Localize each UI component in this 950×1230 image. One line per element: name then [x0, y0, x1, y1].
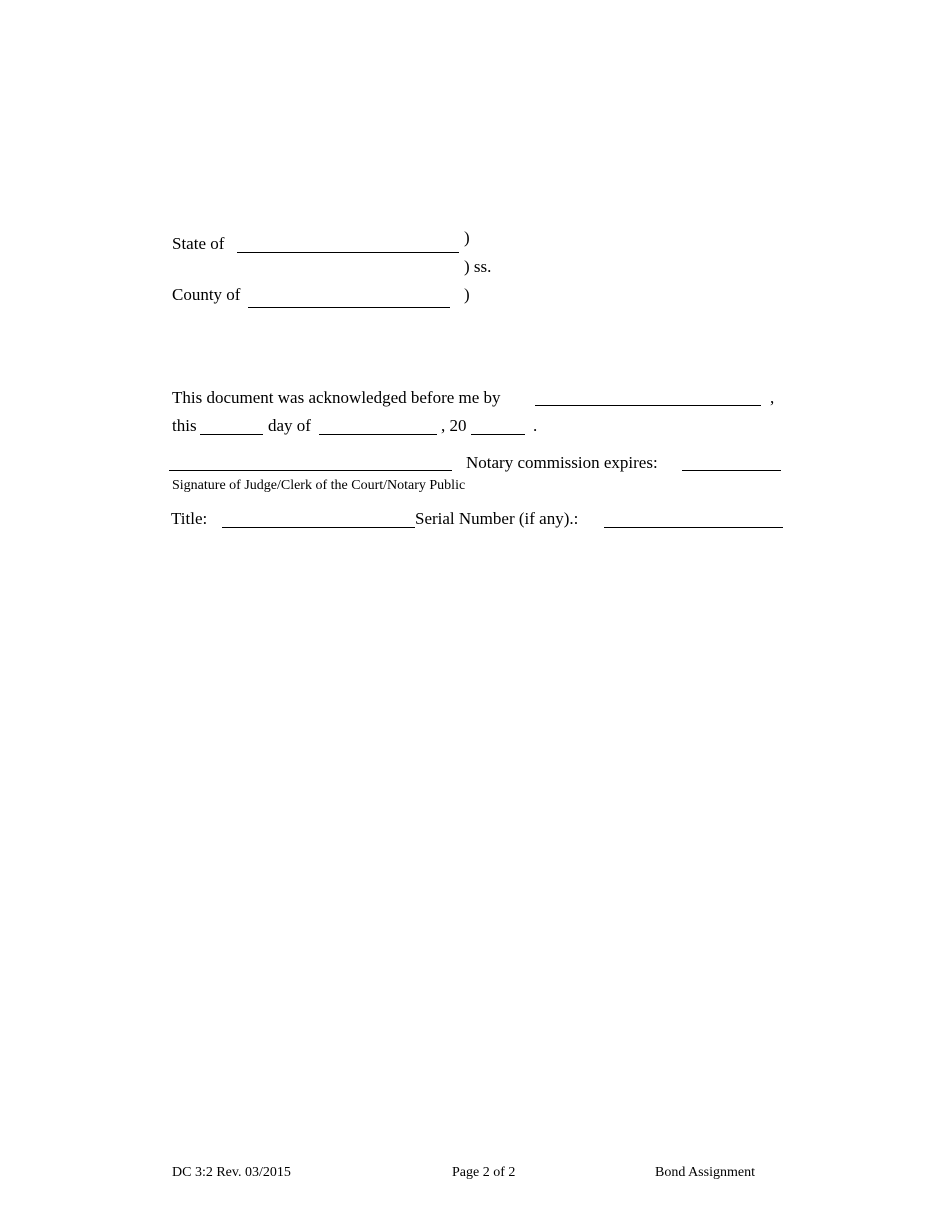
county-label: County of	[172, 285, 241, 304]
acknowledgment-period: .	[533, 416, 538, 435]
signature-field[interactable]	[169, 470, 452, 471]
acknowledged-by-field[interactable]	[535, 405, 761, 406]
year-prefix: , 20	[441, 416, 467, 435]
month-field[interactable]	[319, 434, 437, 435]
day-of-label: day of	[268, 416, 311, 435]
this-label: this	[172, 416, 197, 435]
acknowledgment-text: This document was acknowledged before me by	[172, 388, 501, 407]
county-field[interactable]	[248, 307, 450, 308]
title-label: Title:	[171, 509, 208, 528]
venue-paren-bottom: )	[464, 285, 470, 304]
form-name: Bond Assignment	[655, 1165, 755, 1180]
signature-caption: Signature of Judge/Clerk of the Court/Notary Public	[172, 478, 466, 493]
serial-number-field[interactable]	[604, 527, 783, 528]
venue-paren-top: )	[464, 228, 470, 247]
day-field[interactable]	[200, 434, 263, 435]
title-field[interactable]	[222, 527, 415, 528]
page-number: Page 2 of 2	[452, 1165, 516, 1180]
commission-expires-label: Notary commission expires:	[466, 453, 658, 472]
form-id: DC 3:2 Rev. 03/2015	[172, 1165, 291, 1180]
state-label: State of	[172, 234, 225, 253]
year-field[interactable]	[471, 434, 525, 435]
state-field[interactable]	[237, 252, 459, 253]
venue-paren-ss: ) ss.	[464, 257, 492, 276]
serial-number-label: Serial Number (if any).:	[415, 509, 579, 528]
commission-expires-field[interactable]	[682, 470, 781, 471]
acknowledgment-comma: ,	[770, 388, 775, 407]
